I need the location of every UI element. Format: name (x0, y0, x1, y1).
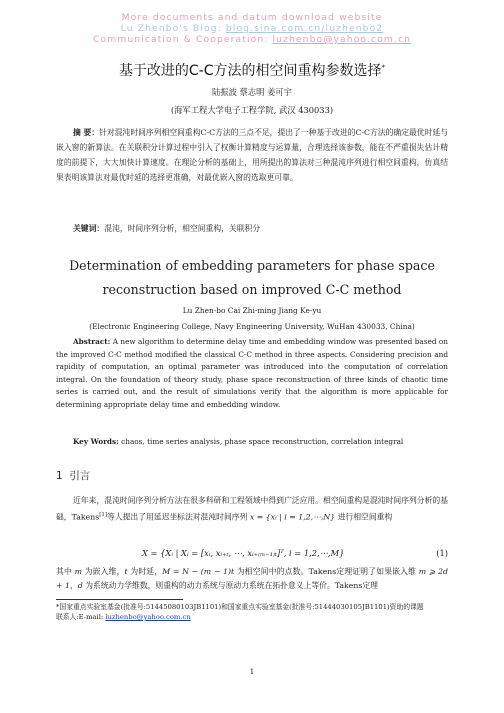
points-math: M = N − (m − 1)t (162, 567, 235, 576)
section-title: 引言 (69, 470, 91, 482)
section-number: 1 (56, 470, 63, 482)
footnote-contact: 联系人:E-mail: luzhenbo@yahoo.com.cn (56, 613, 191, 621)
authors-chinese: 陆振波 蔡志明 姜可宇 (212, 87, 292, 97)
header-line-blog: Lu Zhenbo's Blog: blog.sina.com.cn/luzhenbo2 (120, 23, 384, 34)
footnote-divider (56, 599, 183, 600)
citation-ref[interactable]: [1] (99, 512, 107, 519)
keywords-chinese-text: 混沌，时间序列分析，相空间重构，关联积分 (104, 224, 261, 233)
keywords-chinese (73, 223, 448, 234)
keywords-english (73, 437, 448, 446)
abstract-english (56, 336, 448, 412)
equation-number: (1) (436, 548, 448, 558)
equation-expression: X = {Xᵢ | Xᵢ = [xᵢ, xᵢ₊ₜ, ⋯, xᵢ₊₍ₘ₋₁₎ₜ]ᵀ, i = 1,2,⋯,M} (142, 548, 345, 558)
embedding-condition-math: m ⩾ 2d + 1 (56, 567, 448, 591)
keywords-english-text: chaos, time series analysis, phase space reconstruction, correlation integral (121, 437, 404, 446)
abstract-chinese-text: 针对混沌时间序列相空间重构C-C方法的三点不足，提出了一种基于改进的C-C方法的确定最优时延与嵌入窗的新算法。在关联积分计算过程中引入了权衡计算精度与运算量，合理选择该参数，能在不严重损失估计精度的前提下，大大加快计算速度。在理论分析的基础上，用所提出的算法对三种混沌序列进行相空间重构，仿真结果表明该算法对最优时延的选择更准确，对最优嵌入窗的选取更可靠。 (56, 128, 448, 182)
blog-link[interactable]: blog.sina.com.cn/luzhenbo2 (225, 23, 384, 34)
series-math: x = {xᵢ | i = 1,2,⋯,N} (249, 512, 336, 522)
footnote-email-link[interactable]: luzhenbo@yahoo.com.cn (105, 613, 191, 621)
paper-title-english-line2: reconstruction based on improved C-C method (102, 282, 402, 297)
body-paragraph-1: 近年来，混沌时间序列分析方法在很多科研和工程领域中得到广泛应用。相空间重构是混沌时间序列分析的基础，Takens[1]等人提出了用延迟坐标法对混沌时间序列 x = {xᵢ | i = 1,2,⋯,N} 进行相空间重构 (56, 496, 448, 522)
footnote-funding: *国家重点实验室基金(批准号:51445080103JB1101)和国家重点实验室基金(批准号:51444030105JB1101)资助的课题 (56, 603, 424, 611)
affiliation-chinese: (海军工程大学电子工程学院, 武汉 430033) (170, 105, 334, 115)
page-number: 1 (249, 667, 255, 676)
affiliation-english: (Electronic Engineering College, Navy Engineering University, WuHan 430033, China) (89, 322, 415, 331)
abstract-chinese (56, 125, 448, 185)
abstract-chinese-label: 摘 要： (73, 128, 100, 137)
title-footnote-mark: * (381, 63, 386, 72)
header-line-downloads: More documents and datum download website (121, 12, 383, 23)
section-heading (56, 468, 90, 483)
keywords-chinese-label: 关键词： (73, 224, 105, 233)
keywords-english-label: Key Words: (73, 437, 119, 446)
abstract-english-text: A new algorithm to determine delay time and embedding window was presented based on the improved C-C method modified the classical C-C method in three aspects. Considering precision and rapidity of computation, an optimal parameter was introduced into the computation of correlation integral. On the foundation of theory study, phase space reconstruction of three kinds of chaotic time series is carried out, and the result of simulations verify that the algorithm is more applicable for determining appropriate delay time and embedding window. (56, 337, 448, 409)
authors-english: Lu Zhen-bo Cai Zhi-ming Jiang Ke-yu (182, 306, 322, 315)
contact-email-link[interactable]: luzhenbo@yahoo.com.cn (272, 34, 412, 45)
body-paragraph-2: 其中 m 为嵌入维，t 为时延，M = N − (m − 1)t 为相空间中的点数。Takens定理证明了如果嵌入维 m ⩾ 2d + 1，d 为系统动力学维数，则重构的动力系统与原动力系统在拓扑意义上等价。Takens定理 (56, 567, 448, 591)
paper-title-chinese: 基于改进的C-C方法的相空间重构参数选择* (118, 63, 386, 79)
abstract-english-label: Abstract: (73, 337, 111, 346)
paper-title-english-line1: Determination of embedding parameters for phase space (69, 258, 435, 273)
header-line-contact: Communication & Cooperation: luzhenbo@yahoo.com.cn (92, 34, 412, 45)
